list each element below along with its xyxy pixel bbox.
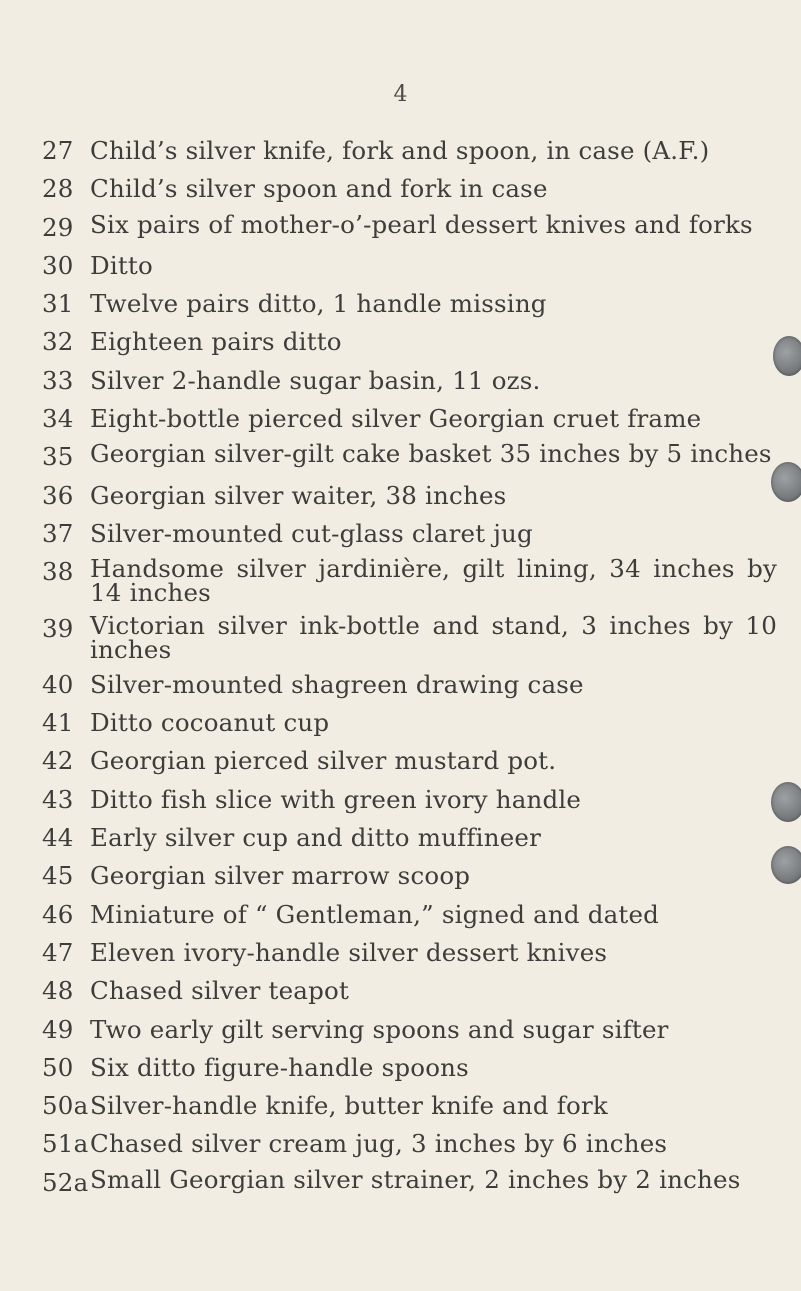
- lot-description: Child’s silver knife, fork and spoon, in case (A.F.): [90, 136, 710, 165]
- lot-description: Six ditto figure-handle spoons: [90, 1052, 469, 1082]
- lot-description: Child’s silver spoon and fork in case: [90, 174, 548, 204]
- lot-number: 30: [42, 250, 74, 280]
- lot-description: Eighteen pairs ditto: [90, 327, 342, 357]
- lot-item: [42, 861, 777, 891]
- lot-item: [42, 519, 777, 549]
- lot-number: 27: [42, 136, 74, 165]
- lot-number: 32: [42, 327, 74, 357]
- lot-number: 51a: [42, 1129, 89, 1159]
- lot-description: Eleven ivory-handle silver dessert knives: [90, 937, 608, 967]
- lot-number: 34: [42, 404, 74, 434]
- lot-item: [42, 136, 777, 166]
- lot-number: 37: [42, 518, 74, 548]
- page-number: 4: [393, 82, 408, 107]
- lot-item: [42, 746, 777, 776]
- lot-description: Silver 2-handle sugar basin, 11 ozs.: [90, 365, 541, 395]
- lot-number: 43: [42, 784, 74, 814]
- lot-number: 47: [42, 937, 74, 967]
- lot-description: Early silver cup and ditto muffineer: [90, 823, 541, 853]
- lot-item: [42, 1129, 777, 1159]
- lot-description: Silver-mounted shagreen drawing case: [90, 669, 584, 699]
- lot-item: [42, 174, 777, 204]
- lot-description: Georgian pierced silver mustard pot.: [90, 746, 557, 776]
- lot-number: 33: [42, 365, 74, 395]
- lot-number: 36: [42, 480, 74, 510]
- lot-item: [42, 366, 777, 396]
- lot-number: 29: [42, 212, 74, 242]
- binding-hole: [771, 462, 801, 502]
- lot-number: 49: [42, 1014, 74, 1044]
- lot-description: Victorian silver ink-bottle and stand, 3 inches by 10 inches: [90, 610, 777, 664]
- lot-description: Ditto fish slice with green ivory handle: [90, 784, 582, 814]
- lot-description: Ditto: [90, 250, 153, 280]
- lot-description: Two early gilt serving spoons and sugar sifter: [90, 1014, 669, 1044]
- lot-item: [42, 670, 777, 700]
- lot-description: Twelve pairs ditto, 1 handle missing: [90, 289, 547, 319]
- lot-description: Six pairs of mother-o’-pearl dessert knives and forks: [90, 209, 753, 239]
- binding-hole: [771, 846, 801, 884]
- lot-item: [42, 439, 777, 472]
- lot-item: [42, 1091, 777, 1121]
- binding-hole: [771, 782, 801, 822]
- lot-item: [42, 1015, 777, 1045]
- lot-item: [42, 327, 777, 357]
- lot-number: 48: [42, 976, 74, 1006]
- lot-item: [42, 554, 777, 608]
- lot-item: [42, 289, 777, 319]
- lot-description: Georgian silver waiter, 38 inches: [90, 480, 507, 510]
- lot-description: Georgian silver-gilt cake basket 35 inches by 5 inches: [90, 439, 772, 469]
- lot-number: 31: [42, 289, 74, 319]
- lot-description: Eight-bottle pierced silver Georgian cruet frame: [90, 404, 702, 434]
- lot-description: Chased silver teapot: [90, 976, 349, 1006]
- lot-item: [42, 785, 777, 815]
- lot-number: 45: [42, 861, 74, 891]
- lot-number: 41: [42, 708, 74, 738]
- lot-item: [42, 823, 777, 853]
- lot-number: 42: [42, 746, 74, 776]
- lot-number: 50: [42, 1052, 74, 1082]
- lot-item: [42, 209, 777, 243]
- lot-item: [42, 404, 777, 434]
- lot-item: [42, 1053, 777, 1083]
- lot-item: [42, 1164, 777, 1198]
- lot-number: 50a: [42, 1091, 89, 1121]
- lot-description: Georgian silver marrow scoop: [90, 861, 471, 891]
- lot-item: [42, 251, 777, 281]
- lot-number: 44: [42, 823, 74, 853]
- lot-item: [42, 938, 777, 968]
- lot-item: [42, 976, 777, 1006]
- lot-number: 28: [42, 174, 74, 204]
- lot-number: 40: [42, 669, 74, 699]
- lot-description: Silver-mounted cut-glass claret jug: [90, 518, 533, 548]
- lot-list: [42, 136, 777, 1206]
- lot-description: Silver-handle knife, butter knife and fork: [90, 1091, 608, 1121]
- lot-number: 39: [42, 613, 74, 643]
- lot-item: [42, 900, 777, 930]
- lot-description: Small Georgian silver strainer, 2 inches by 2 inches: [90, 1164, 741, 1194]
- lot-number: 52a: [42, 1167, 89, 1197]
- lot-item: [42, 481, 777, 511]
- lot-description: Handsome silver jardinière, gilt lining, 34 inches by 14 inches: [90, 554, 777, 608]
- lot-item: [42, 610, 777, 664]
- lot-description: Ditto cocoanut cup: [90, 708, 330, 738]
- lot-number: 46: [42, 899, 74, 929]
- lot-number: 38: [42, 557, 74, 587]
- lot-item: [42, 708, 777, 738]
- binding-hole: [773, 336, 801, 376]
- lot-number: 35: [42, 442, 74, 472]
- lot-description: Miniature of “ Gentleman,” signed and dated: [90, 899, 660, 929]
- lot-description: Chased silver cream jug, 3 inches by 6 inches: [90, 1129, 668, 1159]
